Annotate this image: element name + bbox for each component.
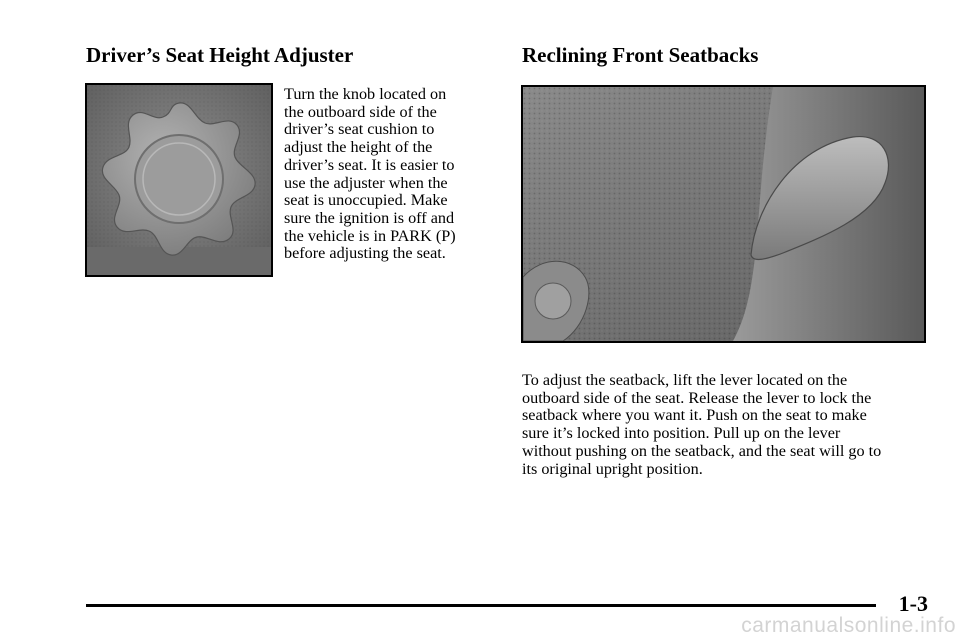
text-line: seat is unoccupied. Make [284, 191, 448, 210]
footer-rule [86, 604, 876, 607]
text-line: before adjusting the seat. [284, 244, 446, 263]
text-line: Turn the knob located on [284, 85, 447, 103]
text-line: seatback where you want it. Push on the seat to make [522, 406, 867, 425]
reclining-seatbacks-paragraph [522, 372, 932, 478]
recline-lever-photo [521, 85, 926, 343]
text-line: sure the ignition is off and [284, 208, 455, 227]
text-line: without pushing on the seatback, and the seat will go to [522, 441, 882, 460]
text-line: the vehicle is in PARK (P) [284, 226, 456, 245]
text-line: use the adjuster when the [284, 173, 448, 192]
seat-height-knob-photo [85, 83, 273, 277]
seat-height-paragraph [284, 86, 484, 263]
text-line: the outboard side of the [284, 102, 437, 121]
text-line: its original upright position. [522, 459, 703, 478]
text-line: driver’s seat. It is easier to [284, 155, 455, 174]
reclining-seatbacks-heading: Reclining Front Seatbacks [522, 43, 759, 67]
watermark: carmanualsonline.info [741, 614, 956, 637]
text-line: sure it’s locked into position. Pull up on the lever [522, 424, 841, 443]
seat-height-heading: Driver’s Seat Height Adjuster [86, 43, 354, 67]
page-number: 1-3 [898, 591, 928, 616]
text-line: To adjust the seatback, lift the lever located on the [522, 371, 848, 389]
text-line: outboard side of the seat. Release the lever to lock the [522, 388, 872, 407]
text-line: driver’s seat cushion to [284, 120, 435, 139]
text-line: adjust the height of the [284, 138, 433, 157]
